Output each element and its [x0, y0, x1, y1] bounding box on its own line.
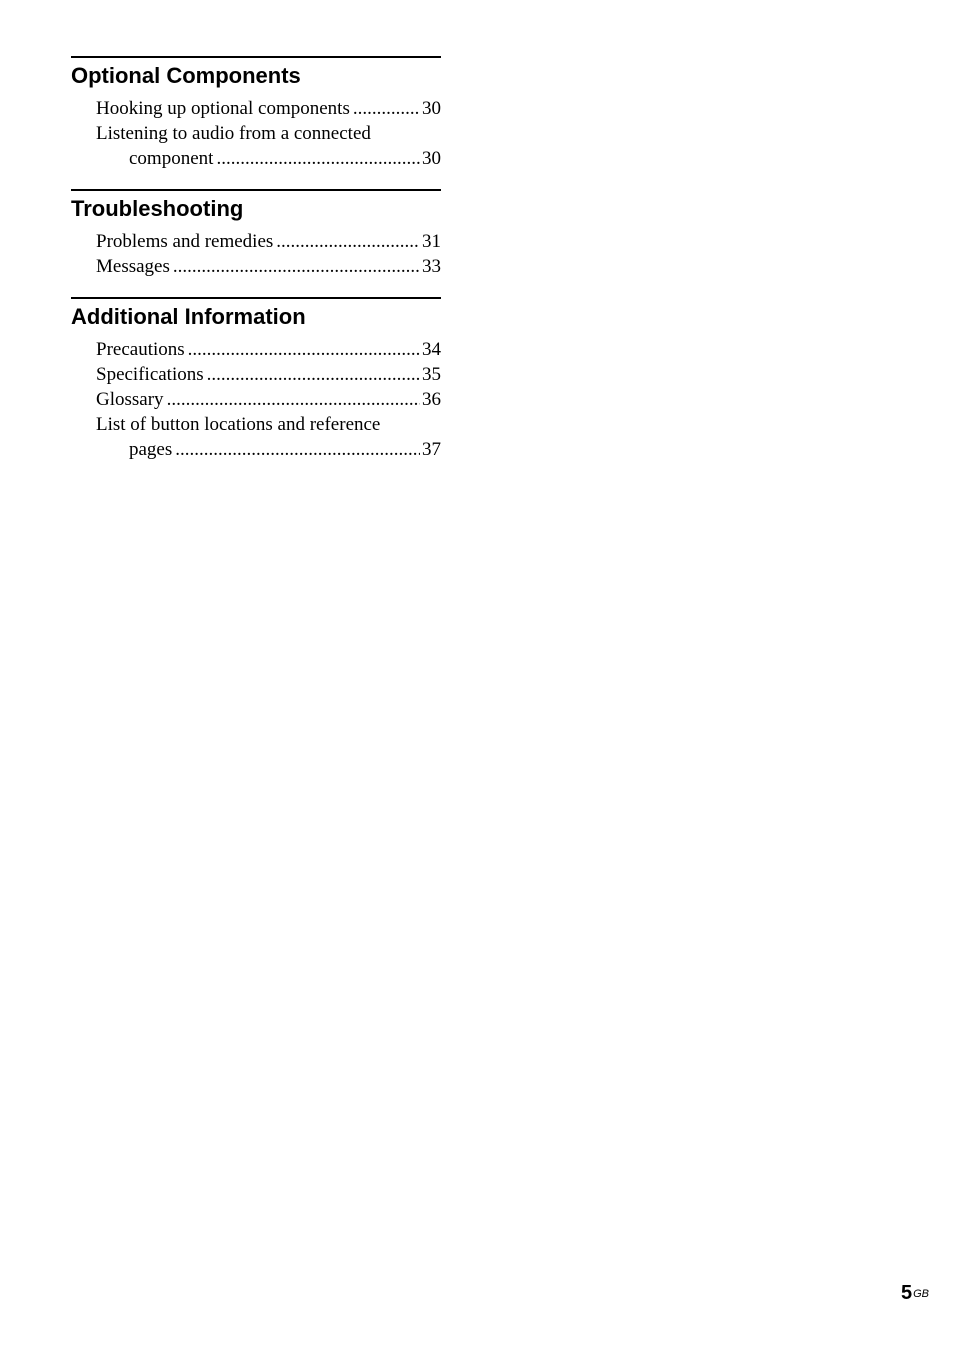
toc-section-additional-information [71, 297, 441, 462]
dot-leader [207, 362, 420, 387]
toc-page-number: 30 [422, 148, 441, 169]
dot-leader [167, 387, 420, 412]
toc-page-number: 34 [422, 339, 441, 360]
dot-leader [353, 96, 420, 121]
toc-entry-label: Hooking up optional components [96, 98, 350, 119]
table-of-contents [71, 56, 441, 480]
page-number-value: 5 [901, 1282, 913, 1304]
toc-entry[interactable] [96, 121, 441, 171]
dot-leader [276, 229, 420, 254]
toc-section-optional-components [71, 56, 441, 171]
toc-page-number: 33 [422, 256, 441, 277]
section-title: Troubleshooting [71, 196, 244, 221]
toc-entry-label: pages [129, 439, 173, 460]
toc-page-number: 35 [422, 364, 441, 385]
toc-entry-label: Messages [96, 256, 170, 277]
dot-leader [175, 437, 420, 462]
toc-entry[interactable] [96, 387, 441, 412]
toc-entry-label: Precautions [96, 339, 185, 360]
toc-entry[interactable] [96, 337, 441, 362]
page-number [901, 1282, 929, 1304]
section-title: Additional Information [71, 304, 306, 329]
dot-leader [188, 337, 420, 362]
toc-entry-label: component [129, 148, 214, 169]
toc-entry-label: Glossary [96, 389, 164, 410]
toc-entry-label: Problems and remedies [96, 231, 274, 252]
toc-page-number: 37 [422, 439, 441, 460]
toc-entry-label-line1: Listening to audio from a connected [96, 123, 371, 144]
toc-section-troubleshooting [71, 189, 441, 279]
section-title: Optional Components [71, 63, 301, 88]
dot-leader [173, 254, 420, 279]
toc-entry-label: Specifications [96, 364, 204, 385]
toc-entry[interactable] [96, 412, 441, 462]
toc-entry[interactable] [96, 96, 441, 121]
dot-leader [216, 146, 420, 171]
toc-page-number: 31 [422, 231, 441, 252]
toc-page-number: 30 [422, 98, 441, 119]
toc-entry[interactable] [96, 254, 441, 279]
toc-entry[interactable] [96, 229, 441, 254]
toc-entry-label-line1: List of button locations and reference [96, 414, 381, 435]
page-number-suffix: GB [913, 1288, 930, 1300]
toc-page-number: 36 [422, 389, 441, 410]
toc-entry[interactable] [96, 362, 441, 387]
